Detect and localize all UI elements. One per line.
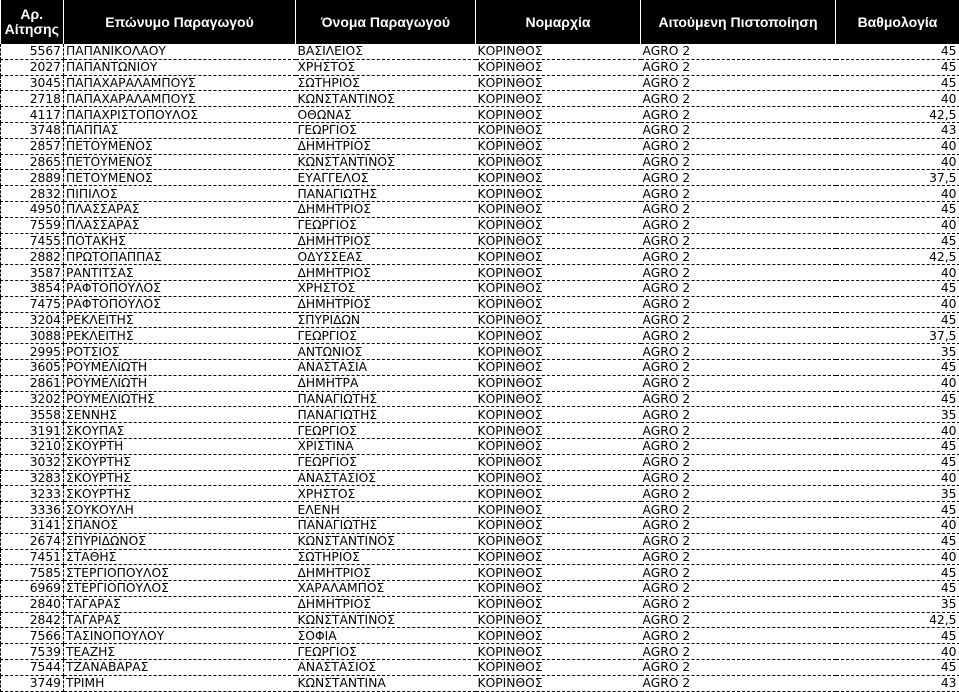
surname-cell: ΤΑΓΑΡΑΣ [64,596,296,612]
table-row [1,91,959,107]
surname-cell: ΤΕΑΖΗΣ [64,644,296,660]
name-cell: ΚΩΝΣΤΑΝΤΙΝΟΣ [296,533,476,549]
score-cell: 40 [836,423,959,439]
surname-cell: ΣΠΑΝΟΣ [64,517,296,533]
name-cell: ΧΡΗΣΤΟΣ [296,486,476,502]
prefecture-cell: ΚΟΡΙΝΘΟΣ [476,407,641,423]
name-cell: ΔΗΜΗΤΡΙΟΣ [296,233,476,249]
application-number-cell: 7544 [1,660,64,676]
name-cell: ΓΕΩΡΓΙΟΣ [296,644,476,660]
table-row [1,596,959,612]
table-row [1,233,959,249]
score-cell: 40 [836,549,959,565]
surname-cell: ΡΕΚΛΕΙΤΗΣ [64,328,296,344]
prefecture-cell: ΚΟΡΙΝΘΟΣ [476,391,641,407]
surname-cell: ΡΟΥΜΕΛΙΩΤΗ [64,359,296,375]
certification-cell: AGRO 2 [641,296,836,312]
score-cell: 40 [836,644,959,660]
name-cell: ΠΑΝΑΓΙΩΤΗΣ [296,407,476,423]
certification-cell: AGRO 2 [641,581,836,597]
application-number-cell: 3045 [1,75,64,91]
surname-cell: ΠΟΤΑΚΗΣ [64,233,296,249]
surname-cell: ΠΛΑΣΣΑΡΑΣ [64,217,296,233]
prefecture-cell: ΚΟΡΙΝΘΟΣ [476,675,641,691]
score-cell: 45 [836,660,959,676]
surname-cell: ΠΑΠΑΝΙΚΟΛΑΟΥ [64,44,296,59]
prefecture-cell: ΚΟΡΙΝΘΟΣ [476,249,641,265]
score-cell: 35 [836,486,959,502]
application-number-cell: 2995 [1,344,64,360]
table-row [1,344,959,360]
certification-cell: AGRO 2 [641,502,836,518]
table-row [1,533,959,549]
prefecture-cell: ΚΟΡΙΝΘΟΣ [476,533,641,549]
surname-cell: ΠΑΠΑΧΡΙΣΤΟΠΟΥΛΟΣ [64,107,296,123]
header-producer-name: Όνομα Παραγωγού [296,0,476,44]
prefecture-cell: ΚΟΡΙΝΘΟΣ [476,375,641,391]
surname-cell: ΡΟΥΜΕΛΙΩΤΗ [64,375,296,391]
application-number-cell: 2674 [1,533,64,549]
table-row [1,549,959,565]
certification-cell: AGRO 2 [641,359,836,375]
table-row [1,138,959,154]
surname-cell: ΣΚΟΥΡΤΗΣ [64,454,296,470]
application-number-cell: 6969 [1,581,64,597]
certification-cell: AGRO 2 [641,660,836,676]
score-cell: 45 [836,581,959,597]
prefecture-cell: ΚΟΡΙΝΘΟΣ [476,660,641,676]
score-cell: 42,5 [836,612,959,628]
certification-cell: AGRO 2 [641,344,836,360]
score-cell: 45 [836,438,959,454]
certification-cell: AGRO 2 [641,533,836,549]
surname-cell: ΡΟΥΜΕΛΙΩΤΗΣ [64,391,296,407]
prefecture-cell: ΚΟΡΙΝΘΟΣ [476,312,641,328]
score-cell: 40 [836,375,959,391]
application-number-cell: 3088 [1,328,64,344]
certification-cell: AGRO 2 [641,265,836,281]
table-header [1,0,959,44]
prefecture-cell: ΚΟΡΙΝΘΟΣ [476,280,641,296]
certification-cell: AGRO 2 [641,565,836,581]
name-cell: ΧΑΡΑΛΑΜΠΟΣ [296,581,476,597]
table-row [1,107,959,123]
certification-cell: AGRO 2 [641,91,836,107]
prefecture-cell: ΚΟΡΙΝΘΟΣ [476,75,641,91]
prefecture-cell: ΚΟΡΙΝΘΟΣ [476,549,641,565]
application-number-cell: 7455 [1,233,64,249]
certification-cell: AGRO 2 [641,122,836,138]
score-cell: 45 [836,280,959,296]
score-cell: 45 [836,502,959,518]
table-row [1,391,959,407]
name-cell: ΔΗΜΗΤΡΙΟΣ [296,265,476,281]
name-cell: ΔΗΜΗΤΡΙΟΣ [296,565,476,581]
surname-cell: ΣΤΑΘΗΣ [64,549,296,565]
surname-cell: ΠΑΠΑΧΑΡΑΛΑΜΠΟΥΣ [64,75,296,91]
score-cell: 45 [836,59,959,75]
application-number-cell: 2832 [1,186,64,202]
score-cell: 40 [836,296,959,312]
prefecture-cell: ΚΟΡΙΝΘΟΣ [476,612,641,628]
table-row [1,217,959,233]
surname-cell: ΠΑΠΠΑΣ [64,122,296,138]
prefecture-cell: ΚΟΡΙΝΘΟΣ [476,517,641,533]
prefecture-cell: ΚΟΡΙΝΘΟΣ [476,138,641,154]
table-row [1,565,959,581]
certification-cell: AGRO 2 [641,596,836,612]
application-number-cell: 2865 [1,154,64,170]
name-cell: ΚΩΝΣΤΑΝΤΙΝΟΣ [296,154,476,170]
prefecture-cell: ΚΟΡΙΝΘΟΣ [476,644,641,660]
table-row [1,438,959,454]
application-number-cell: 3202 [1,391,64,407]
application-number-cell: 3605 [1,359,64,375]
application-number-cell: 2889 [1,170,64,186]
application-number-cell: 2857 [1,138,64,154]
name-cell: ΓΕΩΡΓΙΟΣ [296,328,476,344]
name-cell: ΓΕΩΡΓΙΟΣ [296,122,476,138]
prefecture-cell: ΚΟΡΙΝΘΟΣ [476,581,641,597]
score-cell: 45 [836,565,959,581]
name-cell: ΓΕΩΡΓΙΟΣ [296,423,476,439]
certification-cell: AGRO 2 [641,217,836,233]
name-cell: ΟΘΩΝΑΣ [296,107,476,123]
application-number-cell: 2027 [1,59,64,75]
application-number-cell: 7566 [1,628,64,644]
name-cell: ΠΑΝΑΓΙΩΤΗΣ [296,186,476,202]
name-cell: ΓΕΩΡΓΙΟΣ [296,454,476,470]
score-cell: 45 [836,533,959,549]
application-number-cell: 3204 [1,312,64,328]
prefecture-cell: ΚΟΡΙΝΘΟΣ [476,233,641,249]
name-cell: ΣΩΤΗΡΙΟΣ [296,549,476,565]
surname-cell: ΤΖΑΝΑΒΑΡΑΣ [64,660,296,676]
prefecture-cell: ΚΟΡΙΝΘΟΣ [476,296,641,312]
score-cell: 37,5 [836,328,959,344]
certification-cell: AGRO 2 [641,233,836,249]
header-row [1,0,959,44]
name-cell: ΒΑΣΙΛΕΙΟΣ [296,44,476,59]
surname-cell: ΠΡΩΤΟΠΑΠΠΑΣ [64,249,296,265]
surname-cell: ΠΛΑΣΣΑΡΑΣ [64,201,296,217]
surname-cell: ΠΑΠΑΧΑΡΑΛΑΜΠΟΥΣ [64,91,296,107]
name-cell: ΕΛΕΝΗ [296,502,476,518]
score-cell: 40 [836,217,959,233]
prefecture-cell: ΚΟΡΙΝΘΟΣ [476,596,641,612]
name-cell: ΟΔΥΣΣΕΑΣ [296,249,476,265]
certification-cell: AGRO 2 [641,312,836,328]
score-cell: 40 [836,91,959,107]
table-row [1,328,959,344]
score-cell: 42,5 [836,249,959,265]
name-cell: ΣΟΦΙΑ [296,628,476,644]
prefecture-cell: ΚΟΡΙΝΘΟΣ [476,59,641,75]
certification-cell: AGRO 2 [641,249,836,265]
certification-cell: AGRO 2 [641,438,836,454]
table-row [1,581,959,597]
name-cell: ΧΡΙΣΤΙΝΑ [296,438,476,454]
application-number-cell: 3233 [1,486,64,502]
score-cell: 43 [836,675,959,691]
certification-cell: AGRO 2 [641,75,836,91]
surname-cell: ΣΕΝΝΗΣ [64,407,296,423]
application-number-cell: 7585 [1,565,64,581]
certification-cell: AGRO 2 [641,407,836,423]
score-cell: 40 [836,470,959,486]
surname-cell: ΣΟΥΚΟΥΛΗ [64,502,296,518]
table-row [1,249,959,265]
prefecture-cell: ΚΟΡΙΝΘΟΣ [476,122,641,138]
certification-cell: AGRO 2 [641,138,836,154]
prefecture-cell: ΚΟΡΙΝΘΟΣ [476,328,641,344]
application-number-cell: 4117 [1,107,64,123]
certification-cell: AGRO 2 [641,612,836,628]
score-cell: 45 [836,391,959,407]
score-cell: 35 [836,596,959,612]
application-number-cell: 3032 [1,454,64,470]
certification-cell: AGRO 2 [641,375,836,391]
application-number-cell: 3210 [1,438,64,454]
surname-cell: ΡΑΦΤΟΠΟΥΛΟΣ [64,296,296,312]
header-producer-surname: Επώνυμο Παραγωγού [64,0,296,44]
application-number-cell: 2861 [1,375,64,391]
header-prefecture: Νομαρχία [476,0,641,44]
certification-cell: AGRO 2 [641,628,836,644]
certification-cell: AGRO 2 [641,644,836,660]
name-cell: ΠΑΝΑΓΙΩΤΗΣ [296,391,476,407]
certification-cell: AGRO 2 [641,280,836,296]
application-number-cell: 7559 [1,217,64,233]
table-row [1,44,959,59]
name-cell: ΑΝΤΩΝΙΟΣ [296,344,476,360]
name-cell: ΣΩΤΗΡΙΟΣ [296,75,476,91]
table-row [1,296,959,312]
surname-cell: ΣΚΟΥΡΤΗ [64,438,296,454]
application-number-cell: 2840 [1,596,64,612]
score-cell: 45 [836,75,959,91]
application-number-cell: 3191 [1,423,64,439]
prefecture-cell: ΚΟΡΙΝΘΟΣ [476,170,641,186]
score-cell: 45 [836,454,959,470]
surname-cell: ΤΡΙΜΗ [64,675,296,691]
header-requested-certification: Αιτούμενη Πιστοποίηση [641,0,836,44]
certification-cell: AGRO 2 [641,154,836,170]
application-number-cell: 3748 [1,122,64,138]
table-row [1,265,959,281]
table-row [1,375,959,391]
prefecture-cell: ΚΟΡΙΝΘΟΣ [476,628,641,644]
prefecture-cell: ΚΟΡΙΝΘΟΣ [476,265,641,281]
score-cell: 42,5 [836,107,959,123]
application-number-cell: 7539 [1,644,64,660]
surname-cell: ΣΤΕΡΓΙΟΠΟΥΛΟΣ [64,565,296,581]
certification-cell: AGRO 2 [641,454,836,470]
surname-cell: ΣΚΟΥΡΤΗΣ [64,470,296,486]
table-row [1,675,959,691]
name-cell: ΔΗΜΗΤΡΙΟΣ [296,296,476,312]
score-cell: 35 [836,407,959,423]
application-number-cell: 3587 [1,265,64,281]
surname-cell: ΣΠΥΡΙΔΩΝΟΣ [64,533,296,549]
prefecture-cell: ΚΟΡΙΝΘΟΣ [476,438,641,454]
application-number-cell: 4950 [1,201,64,217]
name-cell: ΧΡΗΣΤΟΣ [296,59,476,75]
score-cell: 45 [836,233,959,249]
table-row [1,201,959,217]
prefecture-cell: ΚΟΡΙΝΘΟΣ [476,344,641,360]
surname-cell: ΣΚΟΥΠΑΣ [64,423,296,439]
table-row [1,407,959,423]
application-number-cell: 2842 [1,612,64,628]
prefecture-cell: ΚΟΡΙΝΘΟΣ [476,154,641,170]
score-cell: 45 [836,44,959,59]
application-number-cell: 7475 [1,296,64,312]
surname-cell: ΣΤΕΡΓΙΟΠΟΥΛΟΣ [64,581,296,597]
surname-cell: ΠΕΤΟΥΜΕΝΟΣ [64,154,296,170]
prefecture-cell: ΚΟΡΙΝΘΟΣ [476,486,641,502]
prefecture-cell: ΚΟΡΙΝΘΟΣ [476,423,641,439]
name-cell: ΔΗΜΗΤΡΙΟΣ [296,201,476,217]
score-cell: 40 [836,138,959,154]
name-cell: ΑΝΑΣΤΑΣΙΟΣ [296,660,476,676]
name-cell: ΚΩΝΣΤΑΝΤΙΝΟΣ [296,612,476,628]
surname-cell: ΤΑΣΙΝΟΠΟΥΛΟΥ [64,628,296,644]
table-row [1,423,959,439]
prefecture-cell: ΚΟΡΙΝΘΟΣ [476,454,641,470]
surname-cell: ΡΕΚΛΕΙΤΗΣ [64,312,296,328]
score-cell: 43 [836,122,959,138]
surname-cell: ΣΚΟΥΡΤΗΣ [64,486,296,502]
name-cell: ΓΕΩΡΓΙΟΣ [296,217,476,233]
score-cell: 40 [836,186,959,202]
application-number-cell: 2718 [1,91,64,107]
prefecture-cell: ΚΟΡΙΝΘΟΣ [476,44,641,59]
surname-cell: ΠΑΠΑΝΤΩΝΙΟΥ [64,59,296,75]
prefecture-cell: ΚΟΡΙΝΘΟΣ [476,359,641,375]
table-row [1,517,959,533]
table-body [1,44,959,691]
surname-cell: ΡΟΤΣΙΟΣ [64,344,296,360]
header-application-number: Αρ. Αίτησης [1,0,64,44]
certification-cell: AGRO 2 [641,517,836,533]
name-cell: ΣΠΥΡΙΔΩΝ [296,312,476,328]
name-cell: ΔΗΜΗΤΡΑ [296,375,476,391]
certification-cell: AGRO 2 [641,59,836,75]
name-cell: ΑΝΑΣΤΑΣΙΟΣ [296,470,476,486]
certification-cell: AGRO 2 [641,675,836,691]
surname-cell: ΠΙΠΙΛΟΣ [64,186,296,202]
table-row [1,122,959,138]
name-cell: ΠΑΝΑΓΙΩΤΗΣ [296,517,476,533]
score-cell: 45 [836,628,959,644]
surname-cell: ΡΑΦΤΟΠΟΥΛΟΣ [64,280,296,296]
table-row [1,280,959,296]
certification-cell: AGRO 2 [641,391,836,407]
score-cell: 37,5 [836,170,959,186]
certification-cell: AGRO 2 [641,470,836,486]
application-number-cell: 3854 [1,280,64,296]
prefecture-cell: ΚΟΡΙΝΘΟΣ [476,91,641,107]
prefecture-cell: ΚΟΡΙΝΘΟΣ [476,470,641,486]
certification-cell: AGRO 2 [641,44,836,59]
score-cell: 40 [836,517,959,533]
certification-cell: AGRO 2 [641,423,836,439]
surname-cell: ΠΕΤΟΥΜΕΝΟΣ [64,138,296,154]
application-number-cell: 3749 [1,675,64,691]
certification-cell: AGRO 2 [641,201,836,217]
table-row [1,644,959,660]
table-row [1,59,959,75]
table-row [1,186,959,202]
table-row [1,359,959,375]
name-cell: ΔΗΜΗΤΡΙΟΣ [296,596,476,612]
prefecture-cell: ΚΟΡΙΝΘΟΣ [476,502,641,518]
surname-cell: ΤΑΓΑΡΑΣ [64,612,296,628]
table-row [1,612,959,628]
application-number-cell: 3283 [1,470,64,486]
prefecture-cell: ΚΟΡΙΝΘΟΣ [476,565,641,581]
table-row [1,170,959,186]
table-row [1,660,959,676]
prefecture-cell: ΚΟΡΙΝΘΟΣ [476,201,641,217]
application-number-cell: 3558 [1,407,64,423]
name-cell: ΧΡΗΣΤΟΣ [296,280,476,296]
prefecture-cell: ΚΟΡΙΝΘΟΣ [476,186,641,202]
table-row [1,75,959,91]
table-row [1,154,959,170]
certification-cell: AGRO 2 [641,328,836,344]
certification-cell: AGRO 2 [641,186,836,202]
name-cell: ΔΗΜΗΤΡΙΟΣ [296,138,476,154]
table-row [1,470,959,486]
score-cell: 40 [836,265,959,281]
table-row [1,454,959,470]
certification-cell: AGRO 2 [641,486,836,502]
surname-cell: ΠΕΤΟΥΜΕΝΟΣ [64,170,296,186]
prefecture-cell: ΚΟΡΙΝΘΟΣ [476,107,641,123]
certification-cell: AGRO 2 [641,549,836,565]
table-row [1,628,959,644]
application-number-cell: 3141 [1,517,64,533]
table-row [1,502,959,518]
application-number-cell: 5567 [1,44,64,59]
application-number-cell: 7451 [1,549,64,565]
prefecture-cell: ΚΟΡΙΝΘΟΣ [476,217,641,233]
surname-cell: ΡΑΝΤΙΤΣΑΣ [64,265,296,281]
certification-cell: AGRO 2 [641,170,836,186]
score-cell: 45 [836,312,959,328]
application-number-cell: 2882 [1,249,64,265]
name-cell: ΕΥΑΓΓΕΛΟΣ [296,170,476,186]
score-cell: 35 [836,344,959,360]
certification-cell: AGRO 2 [641,107,836,123]
name-cell: ΚΩΝΣΤΑΝΤΙΝΟΣ [296,91,476,107]
name-cell: ΚΩΝΣΤΑΝΤΙΝΑ [296,675,476,691]
table-row [1,486,959,502]
score-cell: 45 [836,201,959,217]
application-number-cell: 3336 [1,502,64,518]
header-score: Βαθμολογία [836,0,959,44]
table-row [1,312,959,328]
score-cell: 45 [836,359,959,375]
name-cell: ΑΝΑΣΤΑΣΙΑ [296,359,476,375]
score-cell: 40 [836,154,959,170]
